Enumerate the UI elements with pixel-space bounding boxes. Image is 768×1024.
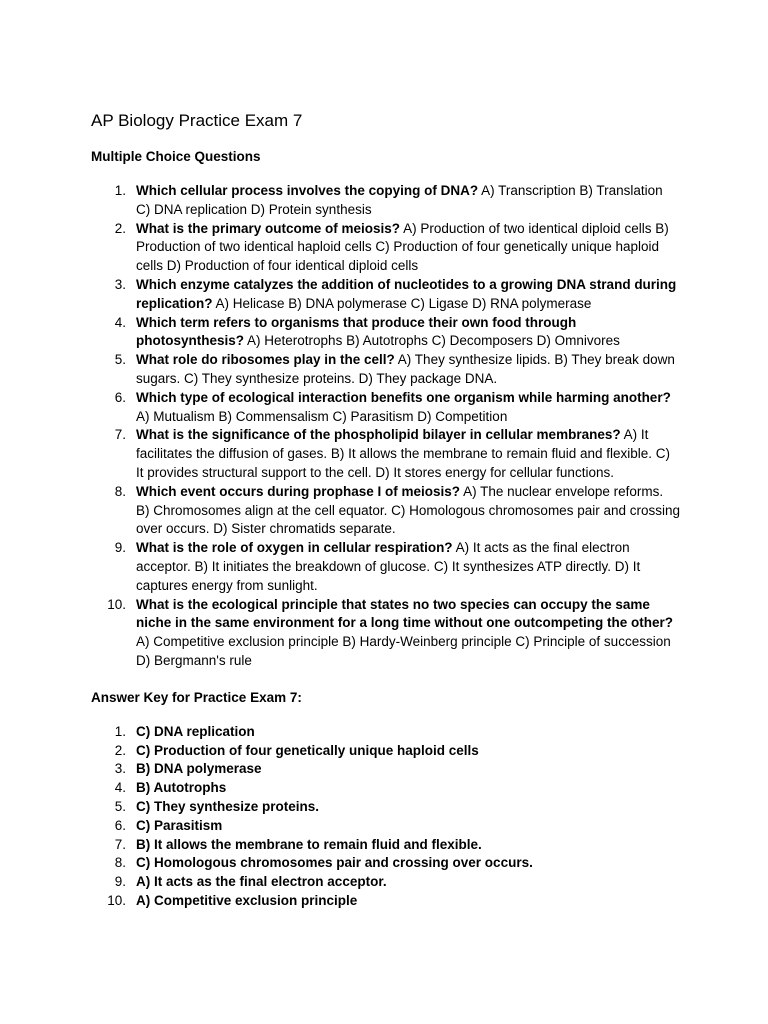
question-options: A) It acts as the final electron acceptor. B) It initiates the breakdown of glucose. C) It synthesizes ATP directly. D) It captures energy from sunlight. bbox=[136, 540, 641, 593]
question-text: Which enzyme catalyzes the addition of nucleotides to a growing DNA strand during replication? bbox=[136, 276, 677, 311]
answer-item bbox=[91, 723, 680, 742]
answer-item bbox=[91, 892, 680, 911]
answer-text: C) Homologous chromosomes pair and crossing over occurs. bbox=[136, 855, 533, 871]
question-text: What is the primary outcome of meiosis? bbox=[136, 220, 401, 236]
answer-number: 7. bbox=[114, 836, 126, 852]
question-options: A) Production of two identical diploid cells B) Production of two identical haploid cells C) Production of four genetically unique haploid cells D) Production of four identical diploid cells bbox=[136, 220, 669, 274]
question-text: What is the significance of the phospholipid bilayer in cellular membranes? bbox=[136, 427, 621, 443]
question-number: 7. bbox=[114, 427, 126, 443]
question-options: A) Mutualism B) Commensalism C) Parasitism D) Competition bbox=[136, 408, 508, 424]
answer-number: 3. bbox=[114, 761, 126, 777]
question-number: 10. bbox=[107, 596, 126, 612]
answer-number: 1. bbox=[114, 723, 126, 739]
answer-number: 10. bbox=[107, 892, 126, 908]
answer-item bbox=[91, 873, 680, 892]
question-text: Which type of ecological interaction benefits one organism while harming another? bbox=[136, 389, 671, 405]
question-item bbox=[91, 389, 680, 427]
question-text: Which event occurs during prophase I of meiosis? bbox=[136, 483, 461, 499]
answer-text: C) Production of four genetically unique haploid cells bbox=[136, 742, 479, 758]
answer-number: 6. bbox=[114, 817, 126, 833]
question-item bbox=[91, 182, 680, 220]
question-number: 4. bbox=[114, 314, 126, 330]
answer-text: B) Autotrophs bbox=[136, 780, 227, 796]
answer-item bbox=[91, 836, 680, 855]
answer-text: C) They synthesize proteins. bbox=[136, 798, 320, 814]
question-item bbox=[91, 220, 680, 276]
question-options: A) Transcription B) Translation C) DNA replication D) Protein synthesis bbox=[136, 183, 663, 217]
answer-number: 8. bbox=[114, 855, 126, 871]
question-options: A) It facilitates the diffusion of gases. B) It allows the membrane to remain fluid and flexible. C) It provides structural support to the cell. D) It stores energy for cellular functions. bbox=[136, 427, 671, 480]
question-text: Which term refers to organisms that produce their own food through photosynthesis? bbox=[136, 314, 577, 349]
question-number: 6. bbox=[114, 389, 126, 405]
question-list bbox=[91, 182, 680, 671]
question-item bbox=[91, 596, 680, 671]
question-item bbox=[91, 276, 680, 314]
answer-key-heading: Answer Key for Practice Exam 7: bbox=[91, 689, 302, 705]
answer-text: C) DNA replication bbox=[136, 723, 255, 739]
question-options: A) Competitive exclusion principle B) Hardy-Weinberg principle C) Principle of succession D) Bergmann's rule bbox=[136, 634, 671, 668]
answer-text: C) Parasitism bbox=[136, 817, 223, 833]
question-number: 9. bbox=[114, 540, 126, 556]
answer-number: 9. bbox=[114, 874, 126, 890]
question-text: Which cellular process involves the copying of DNA? bbox=[136, 183, 479, 198]
question-number: 8. bbox=[114, 483, 126, 499]
answer-item bbox=[91, 779, 680, 798]
question-number: 2. bbox=[114, 220, 126, 236]
question-item bbox=[91, 483, 680, 539]
question-item bbox=[91, 539, 680, 595]
question-item bbox=[91, 426, 680, 482]
answer-item bbox=[91, 817, 680, 836]
answer-text: B) DNA polymerase bbox=[136, 761, 262, 777]
answer-text: B) It allows the membrane to remain fluid and flexible. bbox=[136, 836, 482, 852]
answer-item bbox=[91, 742, 680, 761]
question-number: 3. bbox=[114, 276, 126, 292]
question-item bbox=[91, 314, 680, 352]
question-number: 1. bbox=[114, 183, 126, 198]
question-options: A) Helicase B) DNA polymerase C) Ligase D) RNA polymerase bbox=[212, 295, 592, 311]
answer-item bbox=[91, 854, 680, 873]
question-options: A) The nuclear envelope reforms. B) Chromosomes align at the cell equator. C) Homologous chromosomes pair and crossing over occurs. D) Sister chromatids separate. bbox=[136, 483, 681, 537]
answer-item bbox=[91, 798, 680, 817]
answer-text: A) It acts as the final electron acceptor. bbox=[136, 874, 387, 890]
answer-list bbox=[91, 723, 680, 911]
answer-number: 4. bbox=[114, 780, 126, 796]
question-number: 5. bbox=[114, 352, 126, 368]
question-options: A) They synthesize lipids. B) They break down sugars. C) They synthesize proteins. D) They package DNA. bbox=[136, 352, 675, 386]
answer-number: 2. bbox=[114, 742, 126, 758]
question-item bbox=[91, 351, 680, 389]
answer-text: A) Competitive exclusion principle bbox=[136, 892, 358, 908]
mc-heading: Multiple Choice Questions bbox=[91, 149, 261, 164]
question-text: What is the role of oxygen in cellular respiration? bbox=[136, 540, 453, 556]
question-text: What role do ribosomes play in the cell? bbox=[136, 352, 395, 368]
question-options: A) Heterotrophs B) Autotrophs C) Decomposers D) Omnivores bbox=[244, 333, 620, 349]
question-text: What is the ecological principle that states no two species can occupy the same niche in the same environment for a long time without one outcompeting the other? bbox=[136, 596, 674, 631]
page-title: AP Biology Practice Exam 7 bbox=[91, 111, 303, 130]
answer-item bbox=[91, 760, 680, 779]
answer-number: 5. bbox=[114, 798, 126, 814]
